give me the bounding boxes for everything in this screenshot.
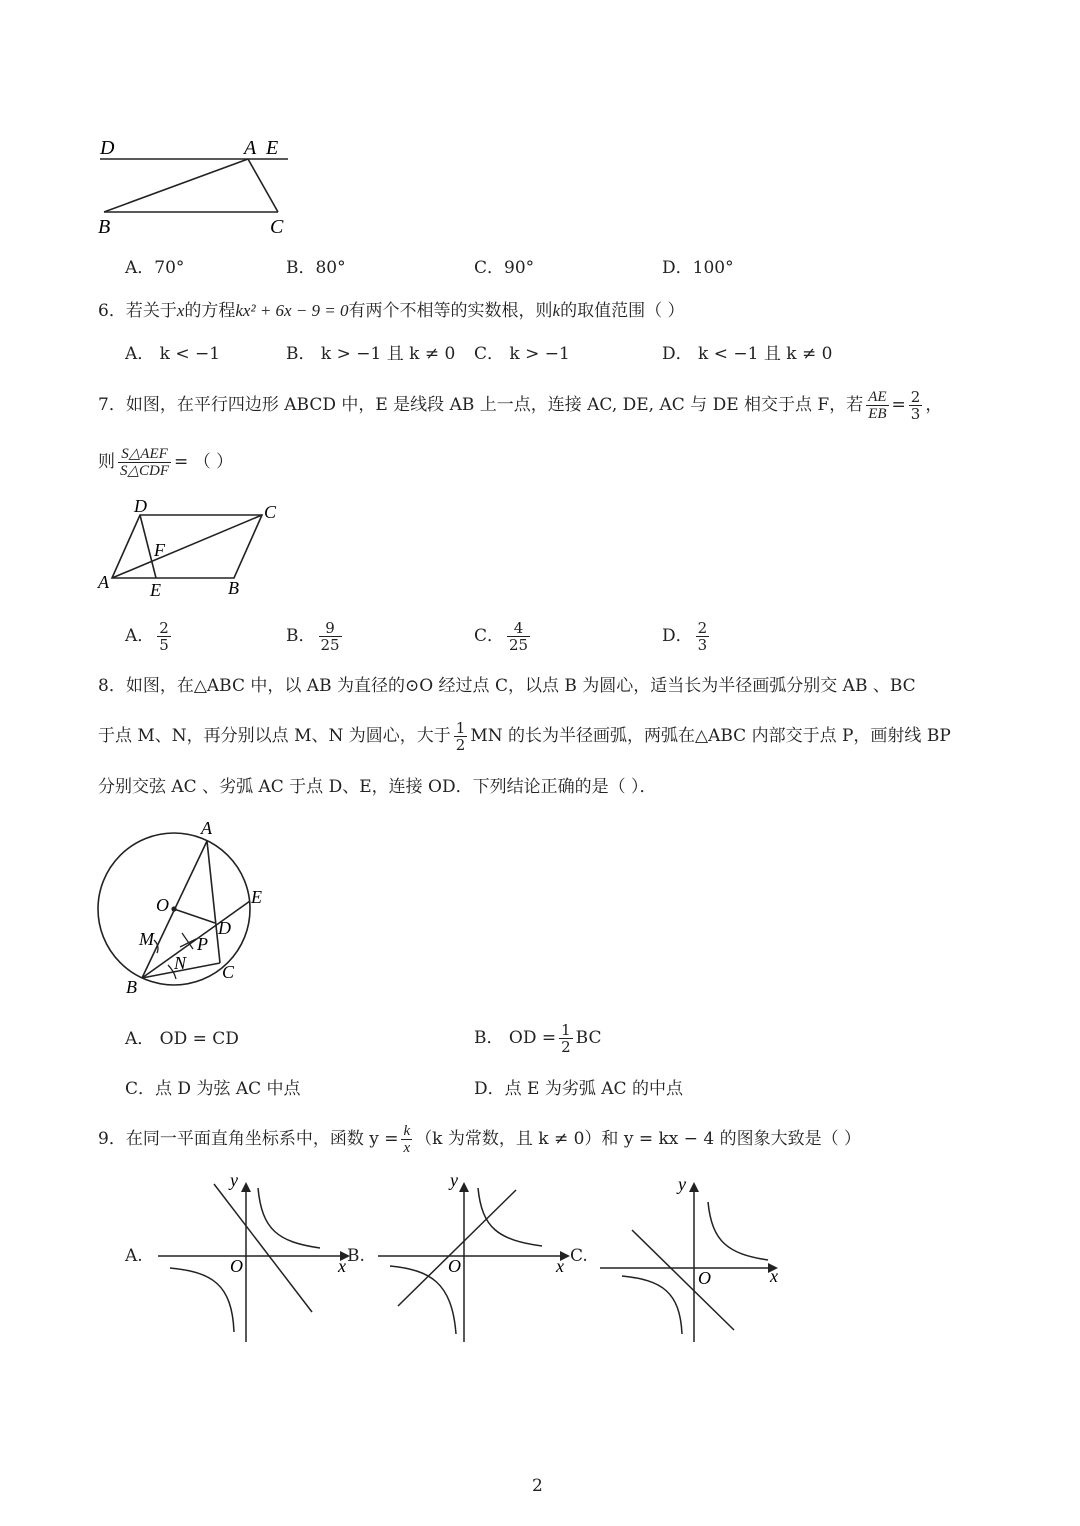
q7-area-ratio: $\frac{\text{S△AEF}}{\text{S△CDF}}$: [120, 446, 170, 479]
q7-option-d: D． $\frac{2}{3}$: [662, 619, 708, 654]
origin: O: [698, 1268, 711, 1288]
label-E: E: [251, 887, 262, 907]
q5-option-b: B．80°: [286, 258, 346, 278]
figure-q8: [94, 815, 284, 1000]
graph-a: [150, 1172, 370, 1347]
origin: O: [448, 1256, 461, 1276]
q6-option-c: C． k > −1: [474, 344, 570, 364]
label-M: M: [139, 929, 154, 949]
q8-stem-line3: 分别交弦 AC 、劣弧 AC 于点 D、E，连接 OD．下列结论正确的是（ ）．: [98, 777, 657, 797]
q7-option-b: B． $\frac{9}{25}$: [286, 619, 340, 654]
label-D: D: [218, 918, 231, 938]
axis-y: y: [230, 1172, 238, 1190]
q8-stem-line1: 8．如图，在△ABC 中，以 AB 为直径的⊙O 经过点 C，以点 B 为圆心，适当长为半径画弧分别交 AB 、BC: [98, 676, 916, 696]
q7-stem-line2: 则 $\frac{\text{S△AEF}}{\text{S△CDF}}$ = （ ）: [98, 446, 234, 479]
q5-option-a: A．70°: [125, 258, 185, 278]
q9-number: 9．: [98, 1129, 126, 1149]
axis-x: x: [556, 1256, 564, 1276]
graph-c: [594, 1172, 794, 1347]
graph-b: [370, 1172, 590, 1347]
q7-ratio-value: $\frac{2}{3}$: [910, 388, 921, 423]
label-B: B: [98, 216, 111, 238]
label-B: B: [126, 977, 137, 997]
label-A: A: [98, 572, 109, 592]
q8-option-a: A． OD = CD: [125, 1029, 239, 1049]
q6-number: 6．: [98, 301, 126, 321]
q7-ratio: $\frac{AE}{EB}$: [868, 389, 887, 422]
q6-stem: 6．若关于x的方程kx² + 6x − 9 = 0有两个不相等的实数根，则k的取值范围（ ）: [98, 301, 685, 321]
page-number: 2: [532, 1476, 543, 1496]
q7-number: 7．: [98, 395, 126, 415]
q8-option-c: C．点 D 为弦 AC 中点: [125, 1079, 301, 1099]
figure-q7: [94, 496, 294, 601]
q8-option-b: B． OD = $\frac{1}{2}$ BC: [474, 1021, 602, 1056]
label-E: E: [266, 137, 279, 159]
label-D: D: [134, 496, 147, 516]
axis-y: y: [450, 1172, 458, 1190]
q8-stem-line2: 于点 M、N，再分别以点 M、N 为圆心，大于 $\frac{1}{2}$ MN 的长为半径画弧，两弧在△ABC 内部交于点 P，画射线 BP: [98, 719, 951, 754]
label-C: C: [222, 962, 235, 982]
q8-option-d: D．点 E 为劣弧 AC 的中点: [474, 1079, 683, 1099]
q8-number: 8．: [98, 676, 126, 696]
q9-stem: 9．在同一平面直角坐标系中，函数 y = $\frac{k}{x}$ （k 为常数，且 k ≠ 0）和 y = kx − 4 的图象大致是（ ）: [98, 1123, 862, 1156]
label-P: P: [197, 934, 208, 954]
label-O: O: [156, 895, 169, 915]
label-C: C: [264, 502, 277, 522]
label-N: N: [174, 953, 187, 973]
q6-option-d: D． k < −1 且 k ≠ 0: [662, 344, 833, 364]
graph-c-label: C.: [570, 1246, 588, 1266]
q6-option-a: A． k < −1: [125, 344, 221, 364]
axis-x: x: [770, 1266, 778, 1286]
label-E: E: [150, 580, 161, 600]
origin: O: [230, 1256, 243, 1276]
q7-stem-line1: 7．如图，在平行四边形 ABCD 中，E 是线段 AB 上一点，连接 AC, DE, AC 与 DE 相交于点 F，若 $\frac{AE}{EB}$ = $\frac{2}{3}$ ，: [98, 388, 943, 423]
label-C: C: [270, 216, 284, 238]
q6-option-b: B． k > −1 且 k ≠ 0: [286, 344, 456, 364]
label-F: F: [154, 540, 165, 560]
axis-x: x: [338, 1256, 346, 1276]
q5-option-d: D．100°: [662, 258, 734, 278]
q7-option-c: C． $\frac{4}{25}$: [474, 619, 529, 654]
figure-q5: [90, 130, 300, 240]
q7-option-a: A． $\frac{2}{5}$: [125, 619, 169, 654]
label-A: A: [244, 137, 257, 159]
label-D: D: [100, 137, 115, 159]
label-A: A: [201, 818, 212, 838]
q5-option-c: C．90°: [474, 258, 535, 278]
axis-y: y: [678, 1174, 686, 1194]
graph-b-label: B.: [347, 1246, 365, 1266]
q6-equation: kx² + 6x − 9 = 0: [235, 301, 349, 320]
label-B: B: [228, 578, 239, 598]
graph-a-label: A.: [125, 1246, 143, 1266]
